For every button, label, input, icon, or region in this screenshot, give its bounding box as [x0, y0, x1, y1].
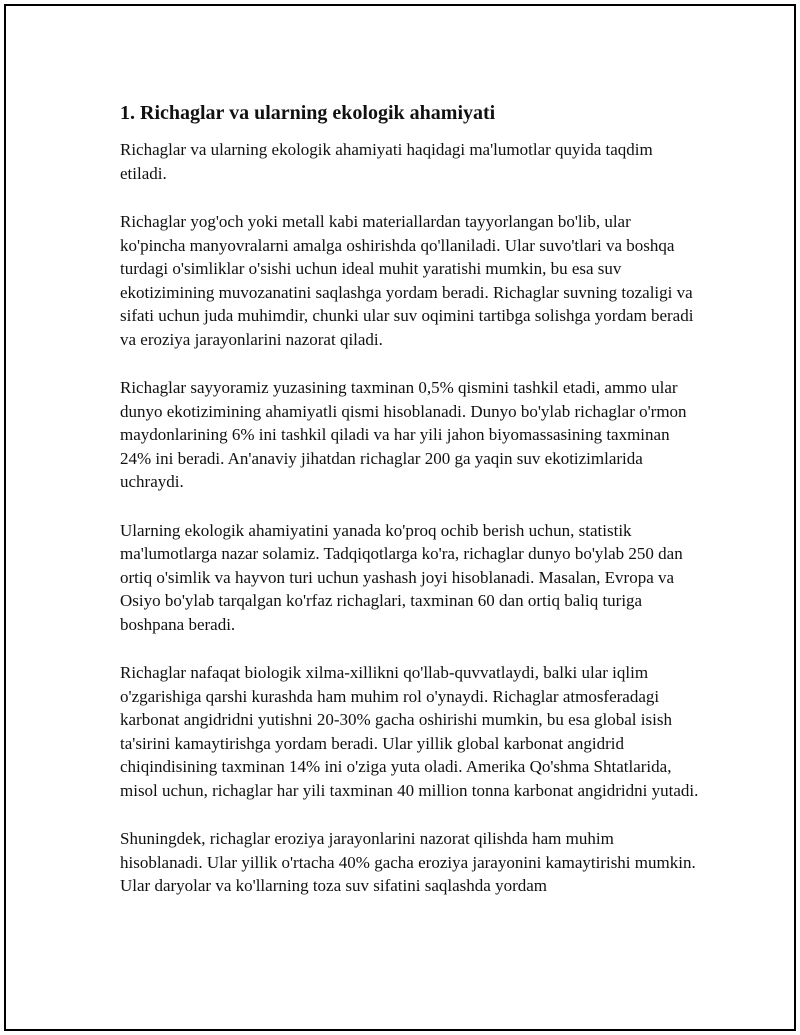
paragraph-materials: Richaglar yog'och yoki metall kabi materiallardan tayyorlangan bo'lib, ular ko'pincha manyovralarni amalga oshirishda qo'llaniladi. Ular suvo'tlari va boshqa turdagi o'simliklar o'sishi uchun ideal muhit yaratishi mumkin, bu esa suv ekotizimining muvozanatini saqlashga yordam beradi. Richaglar suvning tozaligi va sifati uchun juda muhimdir, chunki ular suv oqimini tartibga solishga yordam beradi va eroziya jarayonlarini nazorat qiladi.: [120, 212, 694, 349]
paragraph-intro: Richaglar va ularning ekologik ahamiyati haqidagi ma'lumotlar quyida taqdim etiladi.: [120, 140, 653, 183]
paragraph-habitat: Ularning ekologik ahamiyatini yanada ko'proq ochib berish uchun, statistik ma'lumotlarga nazar solamiz. Tadqiqotlarga ko'ra, richaglar dunyo bo'ylab 250 dan ortiq o'simlik va hayvon turi uchun yashash joyi hisoblanadi. Masalan, Evropa va Osiyo bo'ylab tarqalgan ko'rfaz richaglari, taxminan 60 dan ortiq baliq turiga boshpana beradi.: [120, 520, 683, 634]
document-page: [4, 4, 796, 1031]
paragraph-erosion: Shuningdek, richaglar eroziya jarayonlarini nazorat qilishda ham muhim hisoblanadi. Ular yillik o'rtacha 40% gacha eroziya jarayonini kamaytirishi mumkin. Ular daryolar va ko'llarning toza suv sifatini saqlashda yordam: [120, 829, 696, 895]
document-body: [120, 100, 700, 923]
paragraph-statistics: Richaglar sayyoramiz yuzasining taxminan 0,5% qismini tashkil etadi, ammo ular dunyo ekotizimining ahamiyatli qismi hisoblanadi. Dunyo bo'ylab richaglar o'rmon maydonlarining 6% ini tashkil qiladi va har yili jahon biyomassasining taxminan 24% ini beradi. An'anaviy jihatdan richaglar 200 ga yaqin suv ekotizimlarida uchraydi.: [120, 378, 687, 491]
section-heading: 1. Richaglar va ularning ekologik ahamiyati: [120, 102, 496, 124]
paragraph-climate: Richaglar nafaqat biologik xilma-xillikni qo'llab-quvvatlaydi, balki ular iqlim o'zgarishiga qarshi kurashda ham muhim rol o'ynaydi. Richaglar atmosferadagi karbonat angidridni yutishni 20-30% gacha oshirishi mumkin, bu esa global isish ta'sirini kamaytirishga yordam beradi. Ular yillik global karbonat angidrid chiqindisining taxminan 14% ini o'ziga yuta oladi. Amerika Qo'shma Shtatlarida, misol uchun, richaglar har yili taxminan 40 million tonna karbonat angidridni yutadi.: [120, 663, 699, 800]
